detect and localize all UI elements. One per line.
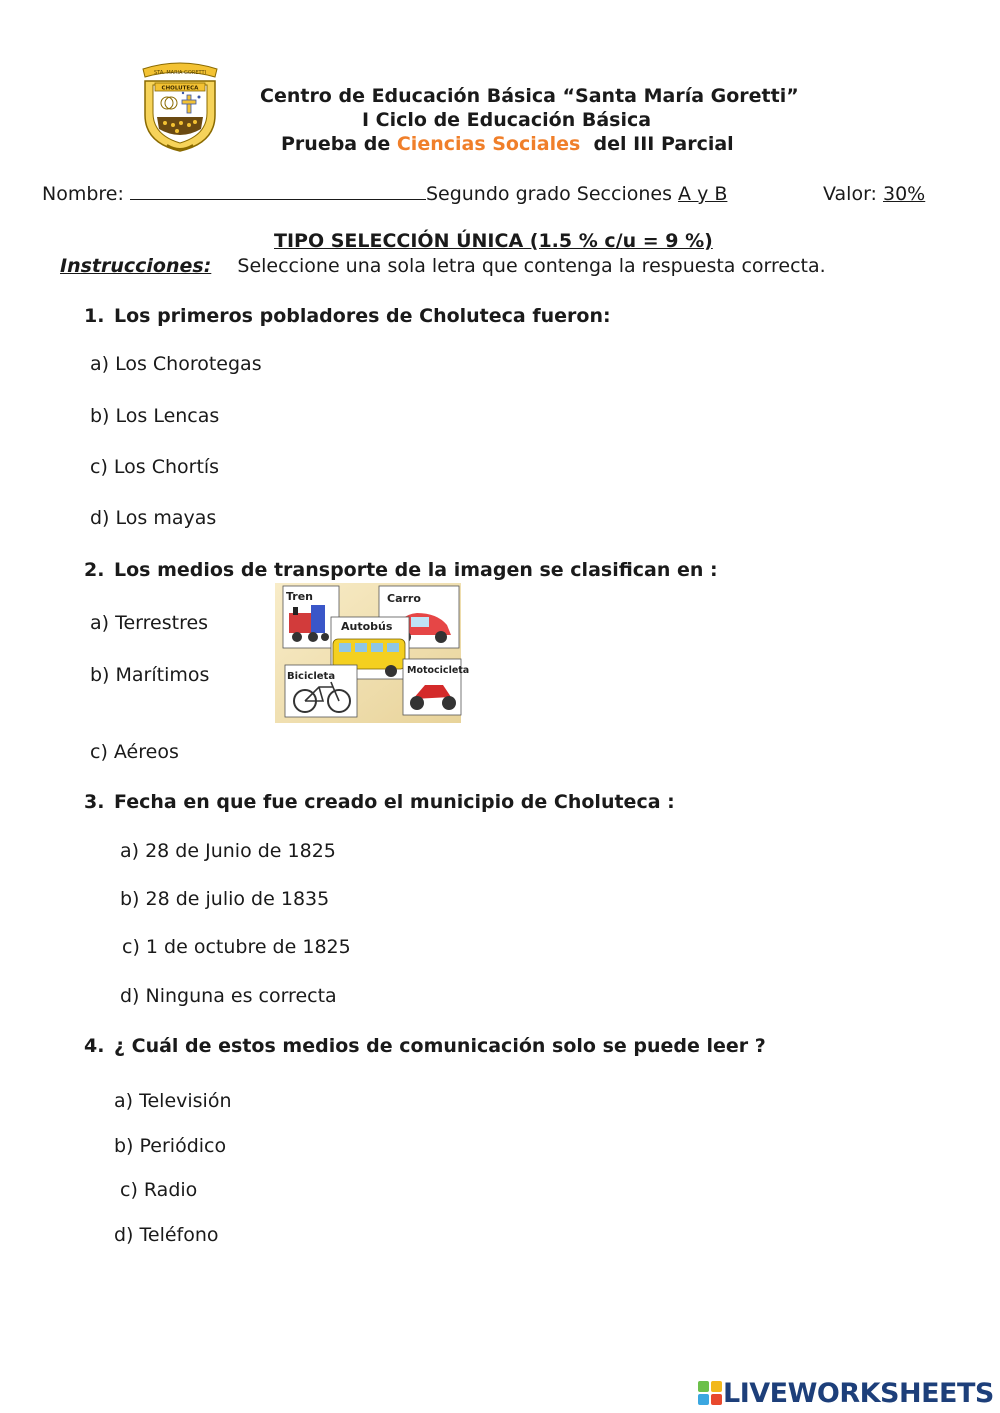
q1-option-c[interactable]: c) Los Chortís (90, 456, 220, 478)
section-title: TIPO SELECCIÓN ÚNICA (1.5 % c/u = 9 %) (274, 230, 713, 252)
q3-option-c[interactable]: c) 1 de octubre de 1825 (122, 936, 351, 958)
instructions (60, 255, 826, 277)
school-crest-logo (135, 55, 225, 155)
question-1 (84, 305, 611, 327)
test-suffix: del III Parcial (593, 133, 734, 155)
school-name: Centro de Educación Básica “Santa María Goretti” (260, 85, 799, 107)
liveworksheets-logo-icon (697, 1380, 723, 1406)
q2-option-c[interactable]: c) Aéreos (90, 741, 179, 763)
watermark-text: LIVEWORKSHEETS (723, 1377, 994, 1409)
name-blank[interactable] (130, 183, 426, 200)
subject-name: Ciencias Sociales (396, 133, 581, 155)
question-number: 4. (84, 1035, 105, 1057)
q4-option-d[interactable]: d) Teléfono (114, 1224, 219, 1246)
q1-option-b[interactable]: b) Los Lencas (90, 405, 220, 427)
name-label: Nombre: (42, 183, 124, 205)
test-title (281, 133, 734, 155)
question-text: ¿ Cuál de estos medios de comunicación solo se puede leer ? (114, 1035, 766, 1057)
image-label-autobus: Autobús (341, 620, 393, 633)
question-text: Los medios de transporte de la imagen se clasifican en : (114, 559, 718, 581)
grade-text: Segundo grado Secciones (425, 183, 672, 205)
value-label: Valor: (823, 183, 877, 205)
svg-text:STA. MARIA GORETTI: STA. MARIA GORETTI (154, 70, 206, 76)
q3-option-b[interactable]: b) 28 de julio de 1835 (120, 888, 330, 910)
cycle-title: I Ciclo de Educación Básica (362, 109, 652, 131)
image-label-carro: Carro (387, 592, 421, 605)
q4-option-c[interactable]: c) Radio (120, 1179, 198, 1201)
question-number: 1. (84, 305, 105, 327)
transport-image (275, 583, 470, 723)
name-line (42, 183, 727, 205)
question-2 (84, 559, 718, 581)
q2-option-b[interactable]: b) Marítimos (90, 664, 210, 686)
q3-option-a[interactable]: a) 28 de Junio de 1825 (120, 840, 336, 862)
q3-option-d[interactable]: d) Ninguna es correcta (120, 985, 337, 1007)
instructions-label: Instrucciones: (60, 255, 212, 277)
q1-option-d[interactable]: d) Los mayas (90, 507, 217, 529)
instructions-text: Seleccione una sola letra que contenga la respuesta correcta. (237, 255, 826, 277)
value-line (823, 183, 925, 205)
question-number: 2. (84, 559, 105, 581)
question-text: Fecha en que fue creado el municipio de Choluteca : (114, 791, 675, 813)
question-3 (84, 791, 675, 813)
q2-option-a[interactable]: a) Terrestres (90, 612, 209, 634)
question-number: 3. (84, 791, 105, 813)
q4-option-b[interactable]: b) Periódico (114, 1135, 227, 1157)
test-prefix: Prueba de (281, 133, 391, 155)
question-4 (84, 1035, 766, 1057)
liveworksheets-watermark (697, 1376, 994, 1410)
image-label-motocicleta: Motocicleta (407, 665, 470, 676)
logo-label: CHOLUTECA (161, 85, 199, 92)
image-label-tren: Tren (286, 590, 314, 603)
sections-value: A y B (678, 183, 728, 205)
question-text: Los primeros pobladores de Choluteca fueron: (114, 305, 611, 327)
q4-option-a[interactable]: a) Televisión (114, 1090, 232, 1112)
image-label-bicicleta: Bicicleta (287, 671, 336, 682)
q1-option-a[interactable]: a) Los Chorotegas (90, 353, 262, 375)
value-amount: 30% (883, 183, 926, 205)
